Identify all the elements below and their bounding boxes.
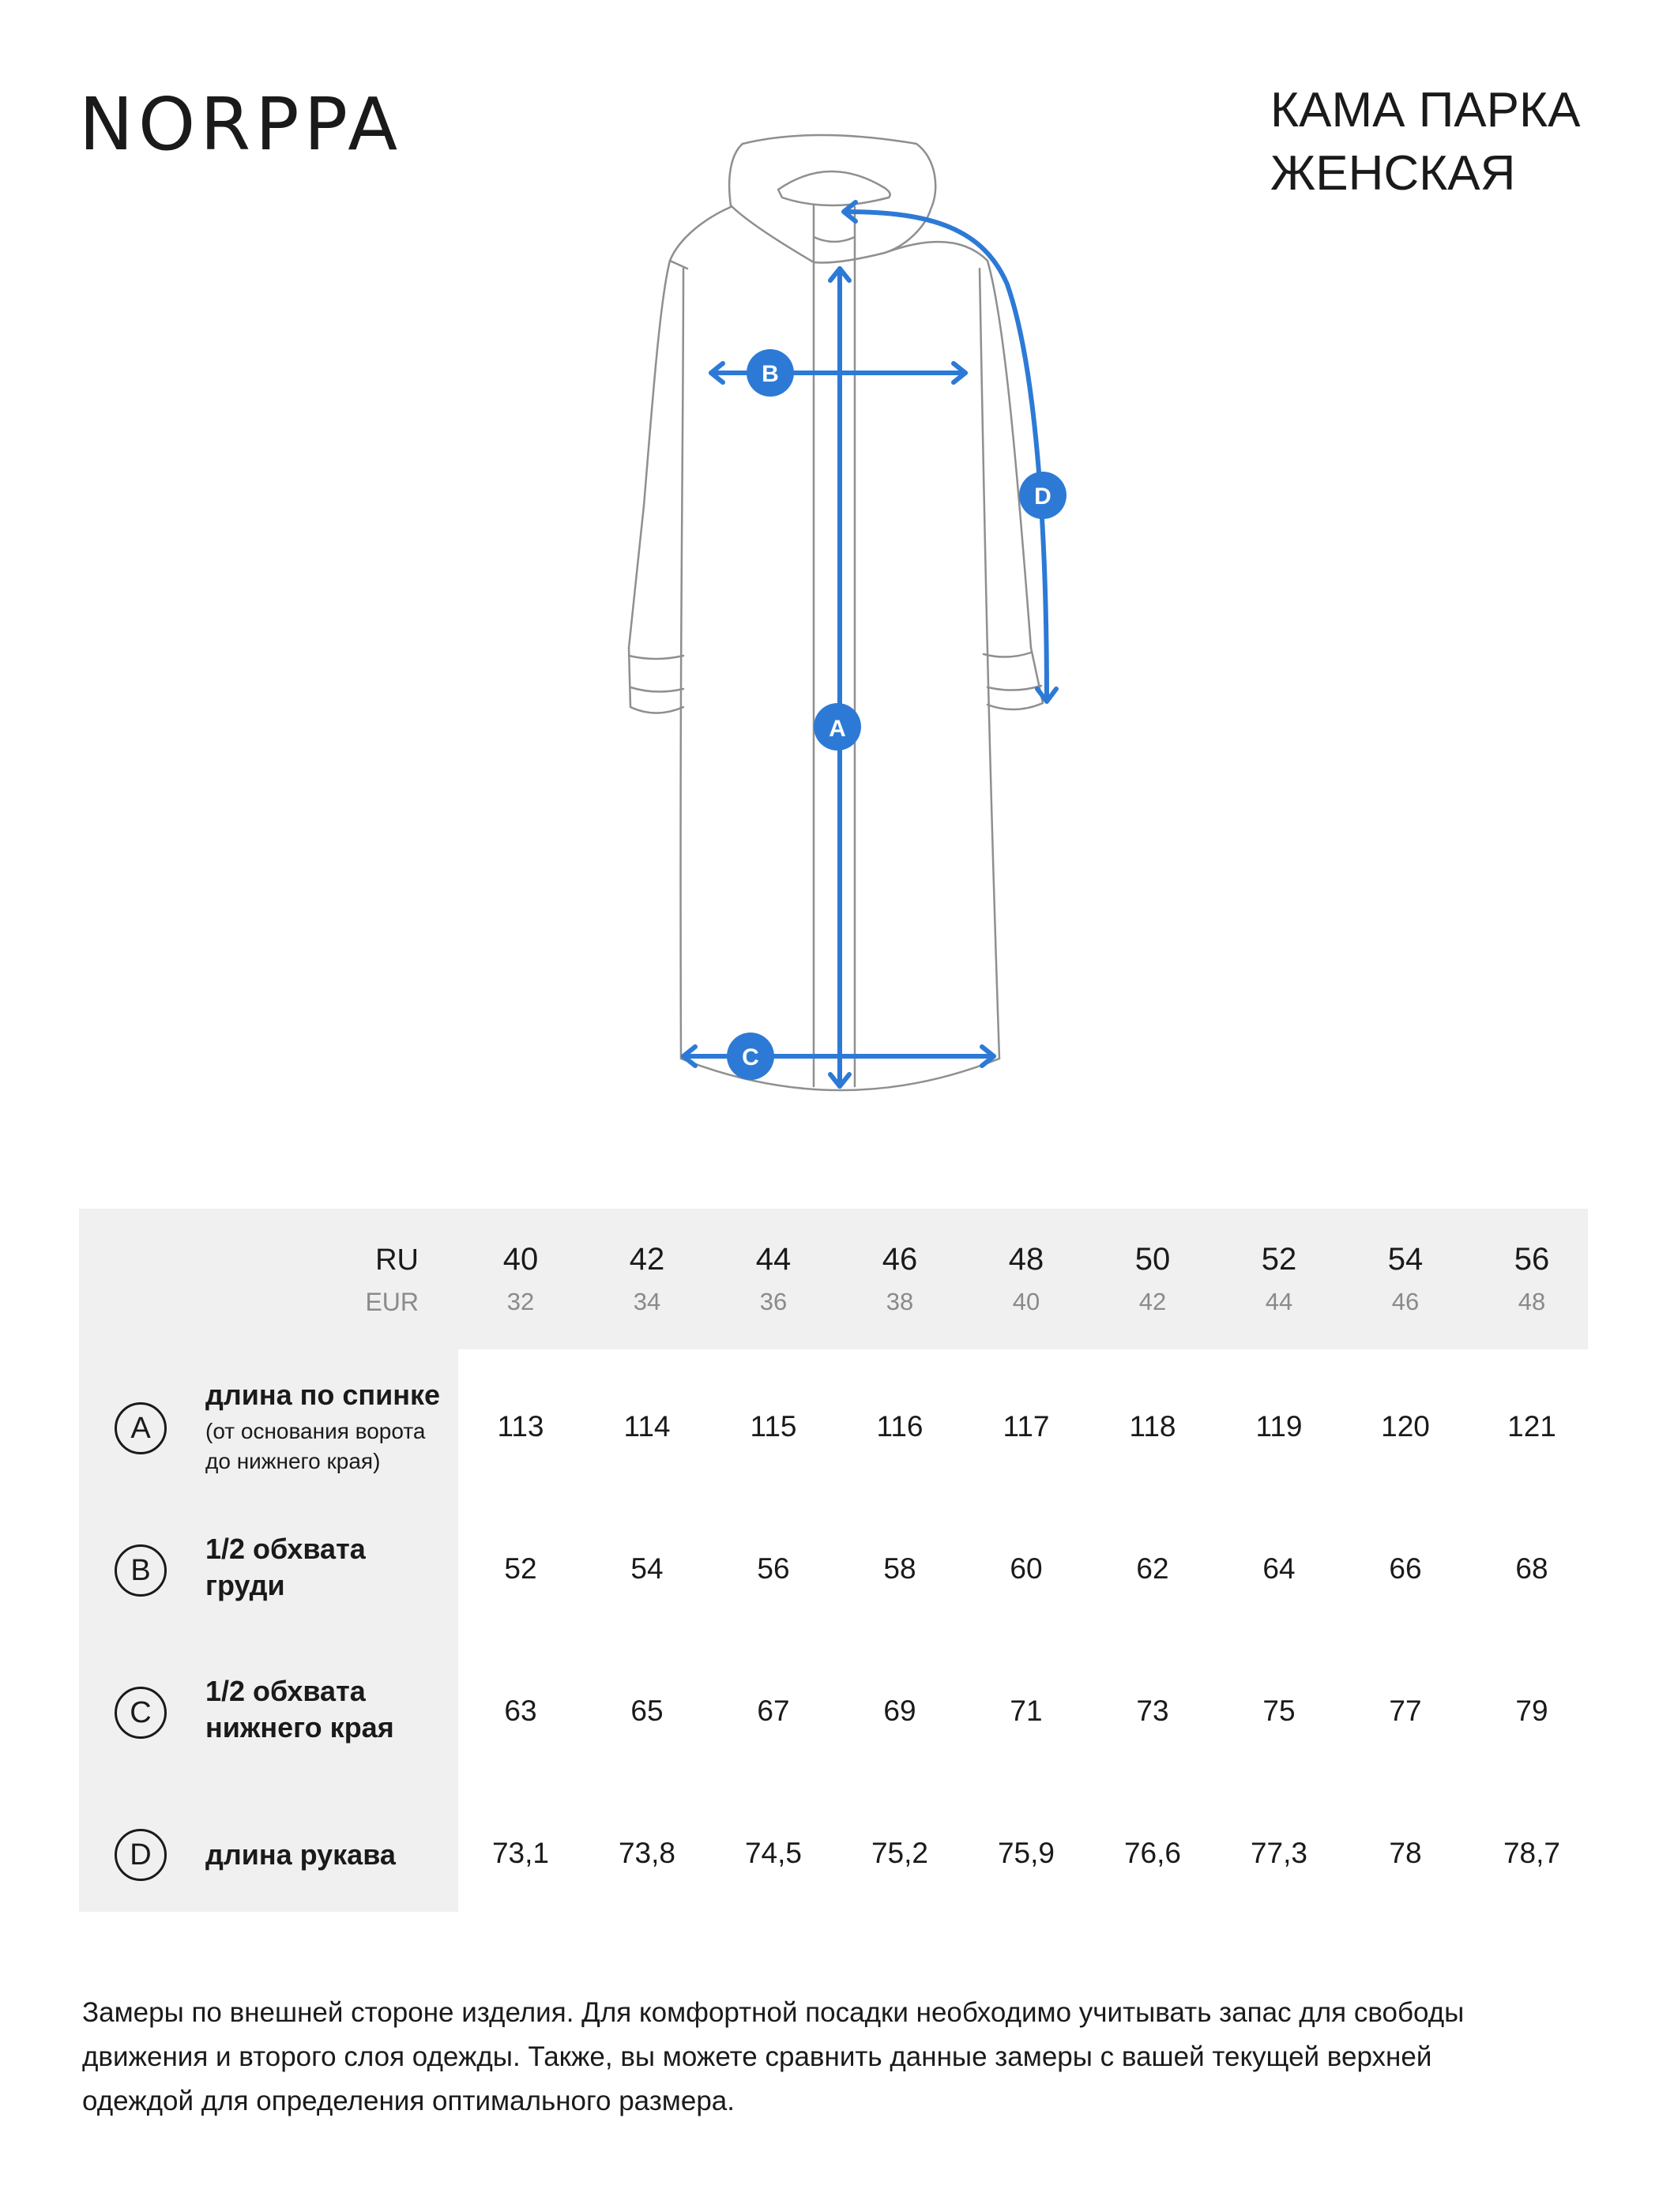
row-c-value: 63 bbox=[504, 1695, 537, 1727]
size-ru: 42 bbox=[629, 1242, 665, 1277]
size-eur: 48 bbox=[1518, 1288, 1546, 1315]
size-eur: 44 bbox=[1265, 1288, 1293, 1315]
footnote-line2: движения и второго слоя одежды. Также, вы можете сравнить данные замеры с вашей текущей верхней bbox=[82, 2041, 1432, 2072]
size-eur: 32 bbox=[506, 1288, 535, 1315]
row-c-title-line2: нижнего края bbox=[205, 1711, 394, 1744]
size-column-header bbox=[979, 1240, 1074, 1321]
hood-outline bbox=[729, 135, 935, 263]
size-column-header bbox=[726, 1240, 821, 1321]
row-d-value: 76,6 bbox=[1123, 1837, 1181, 1869]
row-a-value: 121 bbox=[1507, 1410, 1556, 1443]
row-a-value: 120 bbox=[1381, 1410, 1430, 1443]
row-d-label bbox=[205, 1837, 450, 1873]
left-sleeve-outline bbox=[629, 261, 687, 713]
hood-left-seam bbox=[731, 205, 814, 262]
row-b-value: 68 bbox=[1515, 1552, 1548, 1585]
row-d-title: длина рукава bbox=[205, 1838, 396, 1871]
size-column-header bbox=[600, 1240, 694, 1321]
left-cuff-outline bbox=[629, 656, 683, 692]
row-d-value: 78 bbox=[1389, 1837, 1422, 1869]
right-shoulder-outline bbox=[885, 242, 1031, 648]
size-column-header bbox=[1484, 1240, 1579, 1321]
row-a-value: 113 bbox=[497, 1410, 544, 1443]
row-a-value: 118 bbox=[1129, 1410, 1176, 1443]
product-title-line2: ЖЕНСКАЯ bbox=[1270, 146, 1516, 201]
footnote-line1: Замеры по внешней стороне изделия. Для комфортной посадки необходимо учитывать запас для свободы bbox=[82, 1997, 1465, 2028]
header-eur-label: EUR bbox=[365, 1288, 419, 1316]
row-d-value: 73,8 bbox=[618, 1837, 675, 1869]
size-eur: 42 bbox=[1138, 1288, 1167, 1315]
row-b-value: 54 bbox=[630, 1552, 664, 1585]
row-c-label bbox=[205, 1673, 450, 1746]
row-c-value: 79 bbox=[1515, 1695, 1548, 1727]
row-b-value: 62 bbox=[1136, 1552, 1169, 1585]
row-a-value: 119 bbox=[1255, 1410, 1303, 1443]
row-a-letter: A bbox=[115, 1402, 167, 1454]
size-ru: 48 bbox=[1008, 1242, 1044, 1277]
marker-b-label: B bbox=[762, 361, 779, 387]
row-c-title-line1: 1/2 обхвата bbox=[205, 1675, 366, 1707]
size-ru: 52 bbox=[1261, 1242, 1297, 1277]
row-d-value: 77,3 bbox=[1250, 1837, 1307, 1869]
product-title-line1: КАМА ПАРКА bbox=[1270, 83, 1581, 137]
measure-d-line bbox=[845, 212, 1047, 699]
row-a-note-line2: до нижнего края) bbox=[205, 1449, 381, 1473]
size-ru: 56 bbox=[1514, 1242, 1550, 1277]
row-b-letter: B bbox=[115, 1544, 167, 1597]
row-a-value: 115 bbox=[750, 1410, 797, 1443]
size-column-header bbox=[473, 1240, 568, 1321]
left-torso-outline bbox=[681, 269, 683, 1059]
size-eur: 40 bbox=[1012, 1288, 1040, 1315]
row-b-value: 66 bbox=[1389, 1552, 1422, 1585]
row-d-value: 75,9 bbox=[997, 1837, 1055, 1869]
size-column-header bbox=[1358, 1240, 1453, 1321]
row-c-value: 69 bbox=[883, 1695, 916, 1727]
size-column-header bbox=[1232, 1240, 1326, 1321]
row-b-value: 60 bbox=[1010, 1552, 1043, 1585]
size-ru: 50 bbox=[1134, 1242, 1171, 1277]
row-d-value: 78,7 bbox=[1503, 1837, 1560, 1869]
row-d-value: 75,2 bbox=[871, 1837, 928, 1869]
left-shoulder-outline bbox=[629, 207, 731, 648]
product-title bbox=[1270, 79, 1626, 205]
marker-c-label: C bbox=[742, 1044, 759, 1070]
row-b-title-line2: груди bbox=[205, 1569, 285, 1601]
size-eur: 38 bbox=[886, 1288, 914, 1315]
size-ru: 54 bbox=[1387, 1242, 1424, 1277]
size-ru: 46 bbox=[882, 1242, 918, 1277]
row-b-title-line1: 1/2 обхвата bbox=[205, 1533, 366, 1565]
neck-outline bbox=[814, 237, 855, 242]
row-c-value: 77 bbox=[1389, 1695, 1422, 1727]
footnote-line3: одеждой для определения оптимального размера. bbox=[82, 2086, 735, 2116]
row-c-value: 65 bbox=[630, 1695, 664, 1727]
row-c-value: 75 bbox=[1262, 1695, 1296, 1727]
size-ru: 44 bbox=[755, 1242, 792, 1277]
row-b-value: 52 bbox=[504, 1552, 537, 1585]
row-c-value: 73 bbox=[1136, 1695, 1169, 1727]
row-b-value: 64 bbox=[1262, 1552, 1296, 1585]
row-b-label bbox=[205, 1531, 450, 1604]
size-column-header bbox=[1105, 1240, 1200, 1321]
row-c-letter: C bbox=[115, 1687, 167, 1739]
measurement-footnote bbox=[82, 1991, 1575, 2124]
row-a-value: 117 bbox=[1003, 1410, 1050, 1443]
row-a-value: 116 bbox=[876, 1410, 924, 1443]
header-ru-label: RU bbox=[375, 1243, 419, 1277]
row-d-value: 73,1 bbox=[491, 1837, 549, 1869]
row-d-value: 74,5 bbox=[744, 1837, 802, 1869]
marker-d-label: D bbox=[1034, 483, 1051, 510]
row-a-label bbox=[205, 1377, 450, 1477]
parka-diagram bbox=[616, 126, 1090, 1106]
size-ru: 40 bbox=[502, 1242, 539, 1277]
size-eur: 34 bbox=[633, 1288, 661, 1315]
size-column-header bbox=[852, 1240, 947, 1321]
brand-logo: NORPPA bbox=[79, 82, 403, 167]
row-a-title: длина по спинке bbox=[205, 1379, 441, 1411]
row-b-value: 58 bbox=[883, 1552, 916, 1585]
placket-outline bbox=[814, 205, 855, 1086]
size-eur: 46 bbox=[1391, 1288, 1420, 1315]
marker-a-label: A bbox=[829, 716, 846, 742]
row-b-value: 56 bbox=[757, 1552, 790, 1585]
hood-inner-outline bbox=[778, 171, 890, 205]
row-a-note-line1: (от основания ворота bbox=[205, 1419, 426, 1443]
row-d-letter: D bbox=[115, 1829, 167, 1881]
size-table bbox=[79, 1209, 1588, 1912]
row-a-value: 114 bbox=[623, 1410, 671, 1443]
right-torso-outline bbox=[980, 269, 999, 1059]
size-eur: 36 bbox=[759, 1288, 788, 1315]
row-c-value: 67 bbox=[757, 1695, 790, 1727]
row-c-value: 71 bbox=[1010, 1695, 1043, 1727]
